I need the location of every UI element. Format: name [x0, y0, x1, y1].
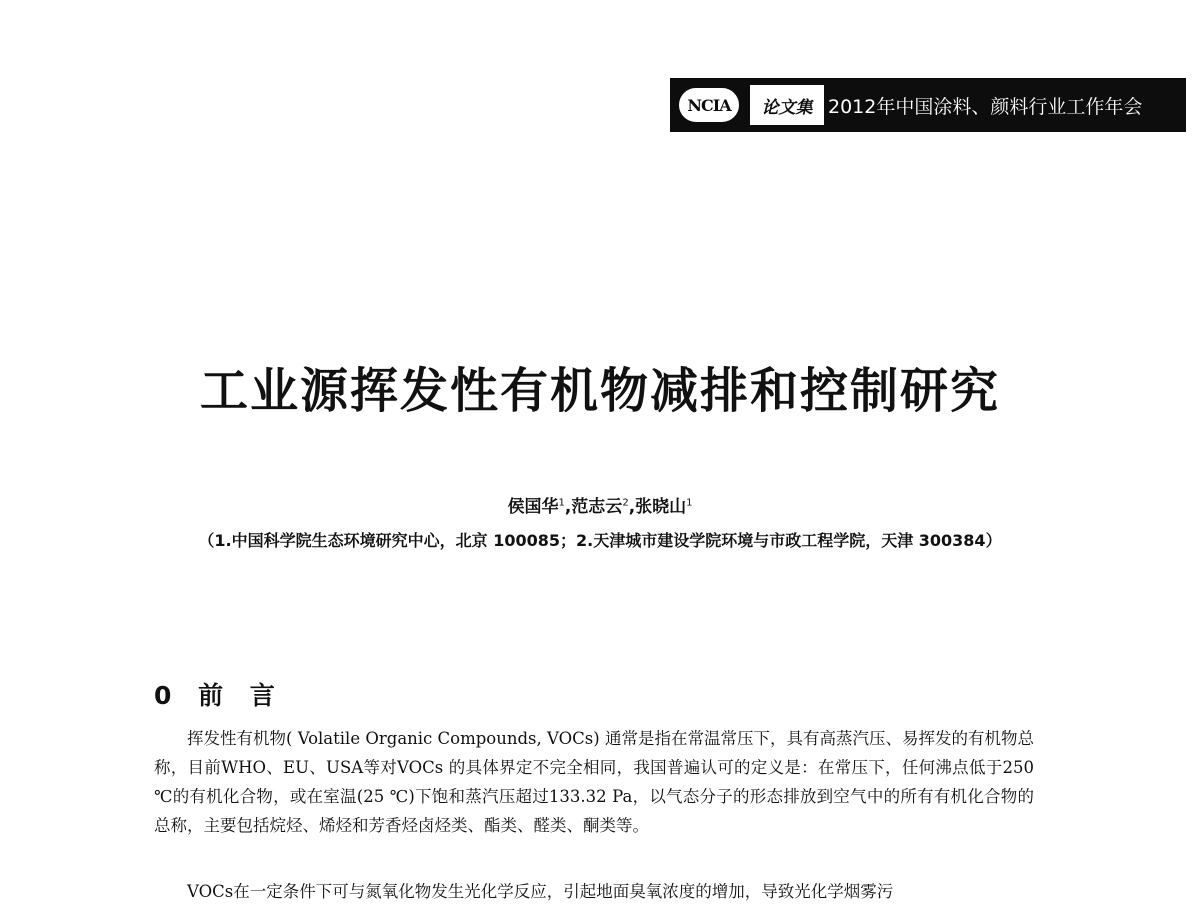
author-affiliation-mark: 1 [558, 497, 565, 509]
collection-label: 论文集 [761, 97, 813, 118]
author-name: 张晓山 [635, 497, 687, 517]
author-name: 范志云 [571, 497, 623, 517]
ncia-logo [676, 85, 742, 125]
affiliation: （1.中国科学院生态环境研究中心，北京 100085；2.天津城市建设学院环境与市政工程学院，天津 300384） [198, 531, 1002, 550]
author-separator: , [628, 497, 636, 517]
body-paragraph: VOCs在一定条件下可与氮氧化物发生光化学反应，引起地面臭氧浓度的增加，导致光化学烟雾污 [187, 882, 894, 901]
section-heading: 0 前 言 [154, 681, 277, 710]
body-paragraph: 挥发性有机物( Volatile Organic Compounds, VOCs) 通常是指在常温常压下，具有高蒸汽压、易挥发的有机物总称，目前WHO、EU、USA等对VOCs 的具体界定不完全相同，我国普遍认可的定义是：在常压下，任何沸点低于250 ℃的有机化合物，或在室温(25 ℃)下饱和蒸汽压超过133.32 Pa，以气态分子的形态排放到空气中的所有有机化合物的总称，主要包括烷烃、烯烃和芳香烃卤烃类、酯类、醛类、酮类等。 [154, 729, 1034, 835]
author-affiliation-mark: 1 [686, 497, 693, 509]
conference-title: 2012年中国涂料、颜料行业工作年会 [828, 95, 1143, 118]
author-separator: , [564, 497, 572, 517]
author-affiliation-mark: 2 [622, 497, 629, 509]
author-line [0, 492, 1200, 517]
author-name: 侯国华 [507, 497, 559, 517]
ncia-logo-text: NCIA [687, 95, 731, 115]
collection-label-box [750, 85, 824, 125]
conference-header-banner [670, 78, 1186, 132]
paper-title: 工业源挥发性有机物减排和控制研究 [199, 363, 1000, 419]
